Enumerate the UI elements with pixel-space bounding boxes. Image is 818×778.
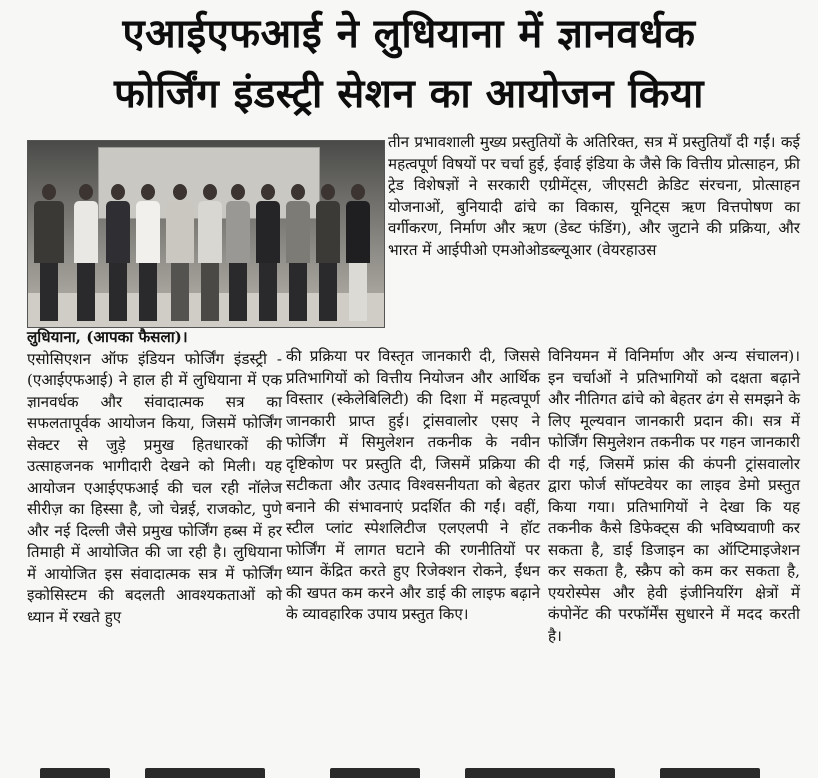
event-group-photo xyxy=(27,140,385,328)
left-column-text: एसोसिएशन ऑफ इंडियन फोर्जिंग इंडस्ट्री - (एआईएफआई) ने हाल ही में लुधियाना में एक ज्ञानवर्धक और संवादात्मक सत्र का सफलतापूर्वक आयोजन किया, जिसमें फोर्जिंग सेक्टर से जुड़े प्रमुख हितधारकों की उत्साहजनक भागीदारी देखने को मिली। यह आयोजन एआईएफआई की चल रही नॉलेज सीरीज़ का हिस्सा है, जो चेन्नई, राजकोट, पुणे और नई दिल्ली जैसे प्रमुख फोर्जिंग हब्स में हर तिमाही में आयोजित की जा रही है। लुधियाना में आयोजित इस संवादात्मक सत्र में फोर्जिंग इकोसिस्टम की बदलती आवश्यकताओं को ध्यान में रखते हुए xyxy=(27,349,282,626)
person-figure xyxy=(74,184,98,321)
middle-column-text: की प्रक्रिया पर विस्तृत जानकारी दी, जिससे प्रतिभागियों को वित्तीय नियोजन और आर्थिक विस्तार (स्केलेबिलिटी) की दिशा में महत्वपूर्ण जानकारी प्राप्त हुई। ट्रांसवालोर एसए ने फोर्जिंग में सिमुलेशन तकनीक के नवीन दृष्टिकोण पर प्रस्तुति दी, जिसमें प्रक्रिया की सटीकता और उत्पाद विश्वसनीयता को बेहतर बनाने की संभावनाएं प्रदर्शित की गईं। वहीं, स्टील प्लांट स्पेशलिटीज एलएलपी ने हॉट फोर्जिंग में लागत घटाने की रणनीतियों पर ध्यान केंद्रित करते हुए रिजेक्शन रोकने, ईंधन की खपत कम करने और डाई की लाइफ बढ़ाने के व्यावहारिक उपाय प्रस्तुत किए। xyxy=(286,347,540,623)
person-figure xyxy=(226,184,250,321)
dateline: लुधियाना, (आपका फैसला)। xyxy=(27,328,188,346)
headline xyxy=(0,4,818,124)
person-figure xyxy=(346,184,370,321)
person-figure xyxy=(106,184,130,321)
person-figure xyxy=(316,184,340,321)
person-figure xyxy=(136,184,160,321)
right-column-lower-text: विनियमन में विनिर्माण और अन्य संचालन)। इन चर्चाओं ने प्रतिभागियों को दक्षता बढ़ाने और नीतिगत ढांचे को बेहतर ढंग से समझने के लिए मूल्यवान जानकारी प्रदान की। सत्र में फोर्जिंग सिमुलेशन तकनीक पर गहन जानकारी दी गई, जिसमें फ्रांस की कंपनी ट्रांसवालोर द्वारा फोर्ज सॉफ्टवेयर का लाइव डेमो प्रस्तुत किया गया। प्रतिभागियों ने देखा कि यह तकनीक कैसे डिफेक्ट्स की भविष्यवाणी कर सकता है, डाई डिजाइन का ऑप्टिमाइजेशन कर सकता है, स्क्रैप को कम कर सकता है, एयरोस्पेस और हेवी इंजीनियरिंग क्षेत्रों में कंपोनेंट की परफॉर्मेंस सुधारने में मदद करती है। xyxy=(548,347,800,645)
article-lower-columns xyxy=(286,346,800,647)
next-article-cutoff xyxy=(0,764,818,778)
article-left-column xyxy=(27,327,282,628)
person-figure xyxy=(198,184,222,321)
headline-line-1: एआईएफआई ने लुधियाना में ज्ञानवर्धक xyxy=(122,11,696,57)
person-figure xyxy=(286,184,310,321)
right-column-text: तीन प्रभावशाली मुख्य प्रस्तुतियों के अतिरिक्त, सत्र में प्रस्तुतियाँ दी गईं। कई महत्वपूर्ण विषयों पर चर्चा हुई, ईवाई इंडिया के जैसे कि वित्तीय प्रोत्साहन, फ्री ट्रेड विशेषज्ञों ने सरकारी एग्रीमेंट्स, जीएसटी क्रेडिट संरचना, प्रोत्साहन योजनाओं, बुनियादी ढांचे का विकास, यूनिट्स ऋण वित्तपोषण का वर्गीकरण, निर्माण और ऋण (डेब्ट फंडिंग), और जुटाने की प्रक्रिया, और भारत में आईपीओ एमओओडब्ल्यूआर (वेयरहाउस xyxy=(388,133,800,259)
headline-line-2: फोर्जिंग इंडस्ट्री सेशन का आयोजन किया xyxy=(114,71,704,117)
article-right-column xyxy=(388,132,800,261)
person-figure xyxy=(256,184,280,321)
person-figure xyxy=(166,184,194,321)
person-figure xyxy=(34,184,64,321)
